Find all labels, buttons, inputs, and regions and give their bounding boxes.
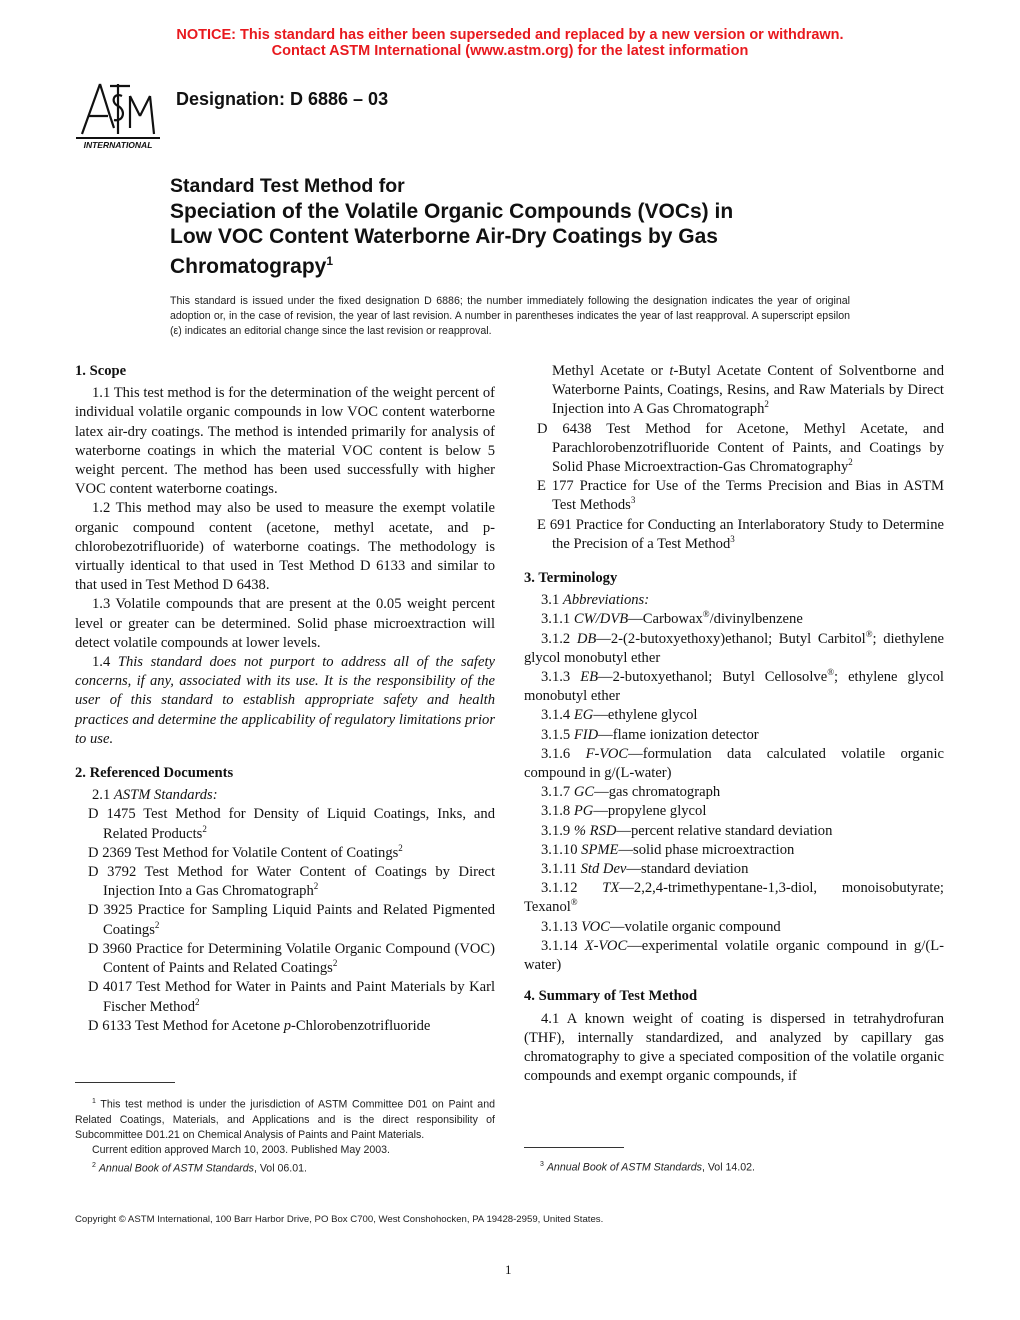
term-3-1-10: 3.1.10 SPME—solid phase microextraction: [541, 841, 795, 858]
term-3-1-1: 3.1.1 CW/DVB—Carbowax®/divinylbenzene: [541, 609, 803, 628]
copyright-line: Copyright © ASTM International, 100 Barr Harbor Drive, PO Box C700, West Conshohocken, PA 19428-2959, United States.: [75, 1214, 604, 1225]
term-3-1-9: 3.1.9 % RSD—percent relative standard deviation: [541, 822, 833, 839]
ref-d6438: D 6438 Test Method for Acetone, Methyl Acetate, and Parachlorobenzotrifluoride Content of Paints, and Coatings by Solid Phase Microextraction-Gas Chromatography$^2$: [537, 420, 944, 476]
summary-heading: 4. Summary of Test Method: [524, 988, 698, 1005]
supersede-notice: [0, 27, 1020, 59]
ref-d3792: D 3792 Test Method for Water Content of Coatings by Direct Injection Into a Gas Chromatograph$^2$: [88, 864, 495, 900]
scope-1-3: 1.3 Volatile compounds that are present at the 0.05 weight percent level or greater can be determined. Solid phase microextraction will detect volatile compounds at lower levels.: [75, 596, 495, 651]
footnote-1-edition: Current edition approved March 10, 2003. Published May 2003.: [92, 1143, 390, 1156]
term-3-1-13: 3.1.13 VOC—volatile organic compound: [541, 918, 781, 935]
ref-e177: E 177 Practice for Use of the Terms Precision and Bias in ASTM Test Methods$^3$: [537, 478, 944, 514]
term-3-1-7: 3.1.7 GC—gas chromatograph: [541, 784, 721, 801]
term-3-1-5: 3.1.5 FID—flame ionization detector: [541, 726, 759, 743]
footnote-2: $^2$ Annual Book of ASTM Standards, Vol 06.01.: [92, 1161, 307, 1175]
ref-e691: E 691 Practice for Conducting an Interlaboratory Study to Determine the Precision of a Test Method$^3$: [537, 516, 944, 552]
page-number: 1: [505, 1262, 512, 1277]
footnote-rule-left: [75, 1082, 175, 1083]
ref-d6133-cont: Methyl Acetate or t-Butyl Acetate Content of Solventborne and Waterborne Paints, Coatings, Resins, and Raw Materials by Direct Injection into A Gas Chromatograph$^2$: [552, 363, 944, 418]
term-3-1-2: 3.1.2 DB—2-(2-butoxyethoxy)ethanol; Butyl Carbitol®; diethylene glycol monobutyl ether: [524, 628, 944, 666]
designation: Designation: D 6886 – 03: [176, 89, 389, 109]
standard-title: [170, 174, 870, 279]
scope-1-1: 1.1 This test method is for the determination of the weight percent of individual volatile organic compounds in low VOC content waterborne latex air-dry coatings. The method is intended primarily for analysis of waterborne coatings in which the material VOC content is below 5 weight percent. The method has been used successfully with higher VOC content waterborne coatings.: [75, 385, 495, 498]
notice-line-1: NOTICE: This standard has either been superseded and replaced by a new version or withdrawn.: [176, 27, 844, 43]
term-abbreviations: 3.1 Abbreviations:: [541, 592, 650, 609]
astm-logo: [74, 76, 164, 156]
title-footnote-mark: 1: [326, 254, 334, 268]
title-line-4: Chromatograpy$^1$: [170, 254, 334, 278]
footnote-1: $^1$ This test method is under the jurisdiction of ASTM Committee D01 on Paint and Related Coatings, Materials, and Applications and is the direct responsibility of Subcommittee D01.21 on Chemical Analysis of Paints and Paint Materials.: [75, 1098, 495, 1141]
scope-heading: 1. Scope: [75, 363, 127, 379]
term-3-1-11: 3.1.11 Std Dev—standard deviation: [541, 861, 749, 878]
scope-1-4: 1.4 This standard does not purport to address all of the safety concerns, if any, associated with its use. It is the responsibility of the user of this standard to establish appropriate safety and health practices and determine the applicability of regulatory limitations prior to use.: [75, 654, 495, 747]
scope-1-2: 1.2 This method may also be used to measure the exempt volatile organic compound content (acetone, methyl acetate, and p-chlorobezotrifluoride) of waterborne coatings. The methodology is virtually identical to that used in Test Method D 6133 and similar to that used in Test Method D 6438.: [75, 500, 495, 594]
summary-4-1: 4.1 A known weight of coating is dispersed in tetrahydrofuran (THF), internally standardized, and analyzed by capillary gas chromatography to give a speciated composition of the volatile organic compounds and exempt organic compounds, if: [524, 1010, 944, 1085]
left-column: [75, 362, 495, 1036]
term-3-1-14: 3.1.14 X-VOC—experimental volatile organic compound in g/(L-water): [524, 937, 944, 974]
term-3-1-3: 3.1.3 EB—2-butoxyethanol; Butyl Cellosolve®; ethylene glycol monobutyl ether: [524, 667, 944, 705]
ref-d6133-start: D 6133 Test Method for Acetone p-Chlorobenzotrifluoride: [88, 1017, 431, 1034]
title-line-3: Low VOC Content Waterborne Air-Dry Coatings by Gas: [170, 225, 718, 248]
refdocs-astm-standards: 2.1 ASTM Standards:: [92, 787, 218, 804]
term-3-1-6: 3.1.6 F-VOC—formulation data calculated volatile organic compound in g/(L-water): [524, 745, 944, 782]
term-3-1-12: 3.1.12 TX—2,2,4-trimethypentane-1,3-diol, monoisobutyrate; Texanol®: [524, 880, 944, 916]
ref-d2369: D 2369 Test Method for Volatile Content of Coatings$^2$: [88, 843, 403, 861]
term-3-1-4: 3.1.4 EG—ethylene glycol: [541, 707, 698, 724]
right-column: [524, 362, 944, 1086]
logo-label: INTERNATIONAL: [83, 140, 153, 150]
title-line-1: Standard Test Method for: [170, 175, 405, 197]
refdocs-heading: 2. Referenced Documents: [75, 765, 234, 782]
issue-note: This standard is issued under the fixed designation D 6886; the number immediately following the designation indicates the year of original adoption or, in the case of revision, the year of last revision. A number in parentheses indicates the year of last reapproval. A superscript epsilon (ε) indicates an editorial change since the last revision or reapproval.: [170, 295, 850, 337]
footnote-rule-right: [524, 1147, 624, 1148]
ref-d1475: D 1475 Test Method for Density of Liquid Coatings, Inks, and Related Products$^2$: [88, 806, 495, 842]
ref-d3925: D 3925 Practice for Sampling Liquid Paints and Related Pigmented Coatings$^2$: [88, 902, 495, 938]
term-3-1-8: 3.1.8 PG—propylene glycol: [541, 803, 707, 820]
terminology-heading: 3. Terminology: [524, 570, 618, 587]
title-line-2: Speciation of the Volatile Organic Compounds (VOCs) in: [170, 200, 734, 223]
ref-d4017: D 4017 Test Method for Water in Paints and Paint Materials by Karl Fischer Method$^2$: [88, 979, 495, 1015]
notice-line-2: Contact ASTM International (www.astm.org) for the latest information: [271, 43, 749, 59]
footnotes-left: [75, 1094, 495, 1176]
footnote-3: $^3$ Annual Book of ASTM Standards, Vol 14.02.: [540, 1161, 755, 1174]
ref-d3960: D 3960 Practice for Determining Volatile Organic Compound (VOC) Content of Paints and Related Coatings$^2$: [88, 940, 495, 977]
